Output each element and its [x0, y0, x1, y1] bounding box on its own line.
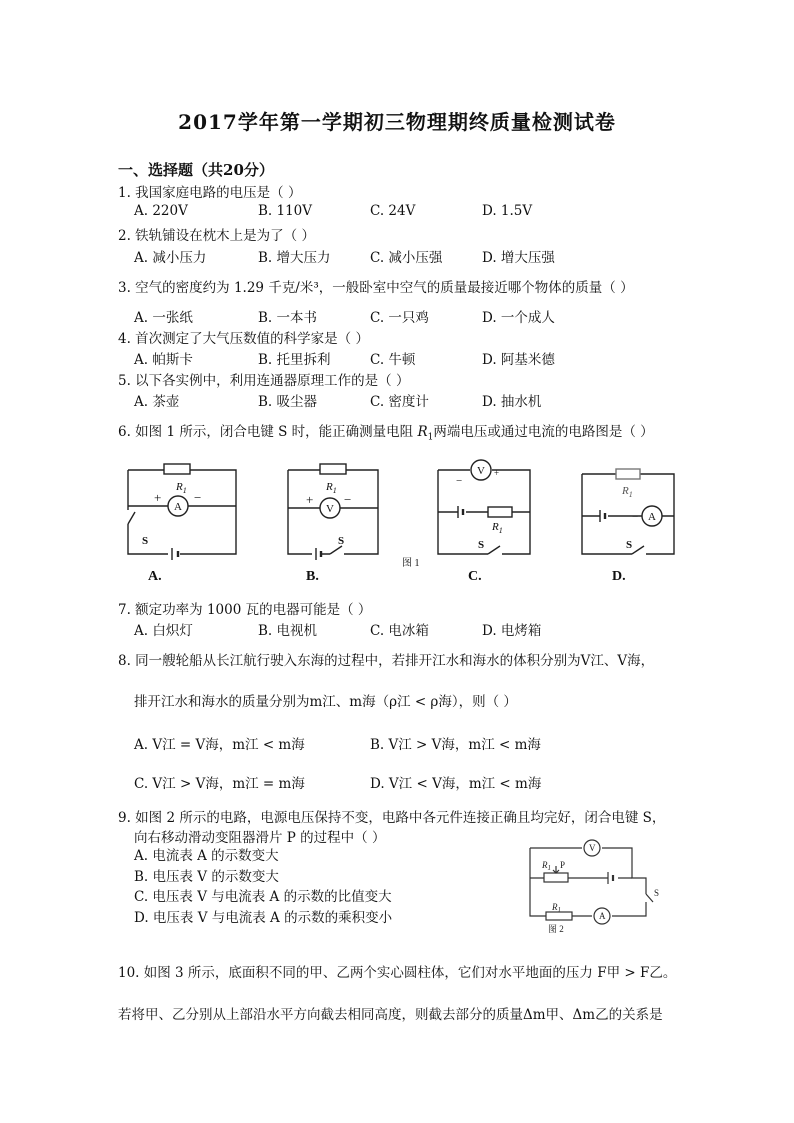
- question-9-line-2: 向右移动滑动变阻器滑片 P 的过程中（ ）: [134, 830, 386, 846]
- circuit-b: [288, 464, 378, 584]
- question-6-stem-b: 两端电压或通过电流的电路图是（ ）: [433, 424, 654, 440]
- question-8-line-2: 排开江水和海水的质量分别为m江、m海（ρ江 < ρ海），则（ ）: [134, 694, 517, 710]
- option-b: B. 托里拆利: [258, 352, 331, 368]
- figure-label-c: C.: [468, 569, 482, 584]
- option-a: A. 茶壶: [134, 394, 180, 410]
- r1-label: $R_1$: [326, 481, 337, 495]
- circuit-c: [438, 460, 530, 584]
- figure-2-caption: 图 2: [548, 924, 564, 934]
- voltmeter-label: V: [589, 843, 596, 853]
- section-heading: 一、选择题（共20分）: [118, 161, 274, 179]
- option-b: B. 一本书: [258, 310, 318, 326]
- option-c: C. 减小压强: [370, 250, 443, 266]
- question-1: 1. 我国家庭电路的电压是（ ）: [118, 185, 302, 201]
- option-b: B. 吸尘器: [258, 394, 318, 410]
- question-9-options: [134, 846, 392, 928]
- option-c: C. 密度计: [370, 394, 429, 410]
- option-c: C. 电压表 V 与电流表 A 的示数的比值变大: [134, 889, 392, 905]
- question-8-line-1: 8. 同一艘轮船从长江航行驶入东海的过程中，若排开江水和海水的体积分别为V江、V海，: [118, 653, 655, 669]
- question-7: 7. 额定功率为 1000 瓦的电器可能是（ ）: [118, 602, 372, 618]
- voltmeter-label: V: [326, 503, 334, 515]
- resistor-r1: [320, 464, 346, 474]
- question-3: 3. 空气的密度约为 1.29 千克/米³，一般卧室中空气的质量最接近哪个物体的质量（ ）: [118, 280, 634, 296]
- question-10-line-2: 若将甲、乙分别从上部沿水平方向截去相同高度，则截去部分的质量Δm甲、Δm乙的关系是: [118, 1007, 663, 1023]
- option-d: D. 抽水机: [482, 394, 542, 410]
- option-a: A. 白炽灯: [134, 623, 193, 639]
- r1-label: $R_1$: [492, 521, 503, 535]
- question-6: [118, 420, 654, 443]
- voltmeter-label: V: [477, 465, 485, 477]
- option-d: D. 电烤箱: [482, 623, 542, 639]
- plus-sign: +: [306, 492, 314, 507]
- resistor-r1: [616, 469, 640, 479]
- option-b: B. 电压表 V 的示数变大: [134, 868, 279, 885]
- r1-label: $R_1$: [176, 481, 187, 495]
- minus-sign: −: [194, 490, 202, 505]
- plus-sign: +: [154, 490, 162, 505]
- question-8-option-b: B. V江 > V海，m江 < m海: [370, 737, 541, 753]
- option-b: B. 电视机: [258, 623, 318, 639]
- figure-label-b: B.: [306, 569, 319, 584]
- resistor-symbol: R: [417, 424, 428, 440]
- option-a: A. 220V: [134, 203, 188, 219]
- ammeter-label: A: [648, 511, 656, 523]
- option-d: D. 一个成人: [482, 310, 555, 326]
- question-8-option-a: A. V江 = V海，m江 < m海: [134, 737, 305, 753]
- option-a: A. 一张纸: [134, 310, 193, 326]
- switch-label: S: [338, 535, 345, 547]
- option-d: D. 阿基米德: [482, 352, 555, 368]
- switch-label: S: [626, 539, 633, 551]
- option-c: C. 一只鸡: [370, 310, 429, 326]
- s-label: S: [654, 888, 660, 898]
- p-label: P: [560, 860, 566, 870]
- minus-sign: −: [456, 475, 463, 487]
- page-title: 2017学年第一学期初三物理期终质量检测试卷: [178, 110, 616, 134]
- switch-s: [330, 546, 342, 554]
- option-a: A. 电流表 A 的示数变大: [134, 848, 279, 864]
- question-10-line-1: 10. 如图 3 所示，底面积不同的甲、乙两个实心圆柱体，它们对水平地面的压力 F甲 > F乙。: [118, 965, 677, 981]
- question-2: 2. 铁轨铺设在枕木上是为了（ ）: [118, 228, 315, 244]
- figure-1-circuits: [118, 452, 678, 592]
- figure-label-d: D.: [612, 569, 626, 584]
- resistor-r1: [164, 464, 190, 474]
- question-8-option-c: C. V江 > V海，m江 = m海: [134, 776, 305, 792]
- option-a: A. 帕斯卡: [134, 352, 193, 368]
- minus-sign: −: [632, 511, 639, 523]
- option-d: D. 增大压强: [482, 250, 555, 266]
- switch-s: [488, 546, 500, 554]
- circuit-d: [582, 469, 674, 584]
- circuit-a: [128, 464, 236, 584]
- figure-label-a: A.: [148, 569, 162, 584]
- r1-label-bottom: $R_1$: [552, 902, 561, 914]
- option-d: D. 电压表 V 与电流表 A 的示数的乘积变小: [134, 909, 393, 926]
- switch-s: [128, 512, 135, 524]
- option-c: C. 24V: [370, 203, 416, 219]
- ammeter-label: A: [599, 911, 606, 921]
- rheostat-r1: [544, 873, 568, 882]
- switch-s: [646, 894, 653, 902]
- question-8-option-d: D. V江 < V海，m江 < m海: [370, 776, 542, 792]
- resistor-r1: [488, 507, 512, 517]
- r1-label-top: $R_1$: [542, 860, 551, 872]
- r1-label: $R_1$: [622, 485, 633, 499]
- ammeter-label: A: [174, 501, 182, 513]
- switch-s: [632, 546, 644, 554]
- figure-2-circuit: [520, 836, 670, 936]
- plus-sign: +: [494, 468, 500, 478]
- switch-label: S: [478, 539, 485, 551]
- option-b: B. 110V: [258, 203, 313, 219]
- option-d: D. 1.5V: [482, 203, 533, 219]
- question-6-stem-a: 6. 如图 1 所示，闭合电键 S 时，能正确测量电阻: [118, 424, 418, 440]
- switch-label: S: [142, 535, 149, 547]
- option-c: C. 牛顿: [370, 352, 416, 368]
- resistor-subscript: 1: [427, 432, 434, 443]
- question-9-line-1: 9. 如图 2 所示的电路，电源电压保持不变，电路中各元件连接正确且均完好，闭合电键 S，: [118, 810, 666, 826]
- option-c: C. 电冰箱: [370, 623, 429, 639]
- question-5: 5. 以下各实例中，利用连通器原理工作的是（ ）: [118, 373, 410, 389]
- option-b: B. 增大压力: [258, 250, 331, 266]
- figure-1-caption: 图 1: [402, 558, 420, 569]
- minus-sign: −: [344, 492, 352, 507]
- question-4: 4. 首次测定了大气压数值的科学家是（ ）: [118, 331, 369, 347]
- option-a: A. 减小压力: [134, 250, 207, 266]
